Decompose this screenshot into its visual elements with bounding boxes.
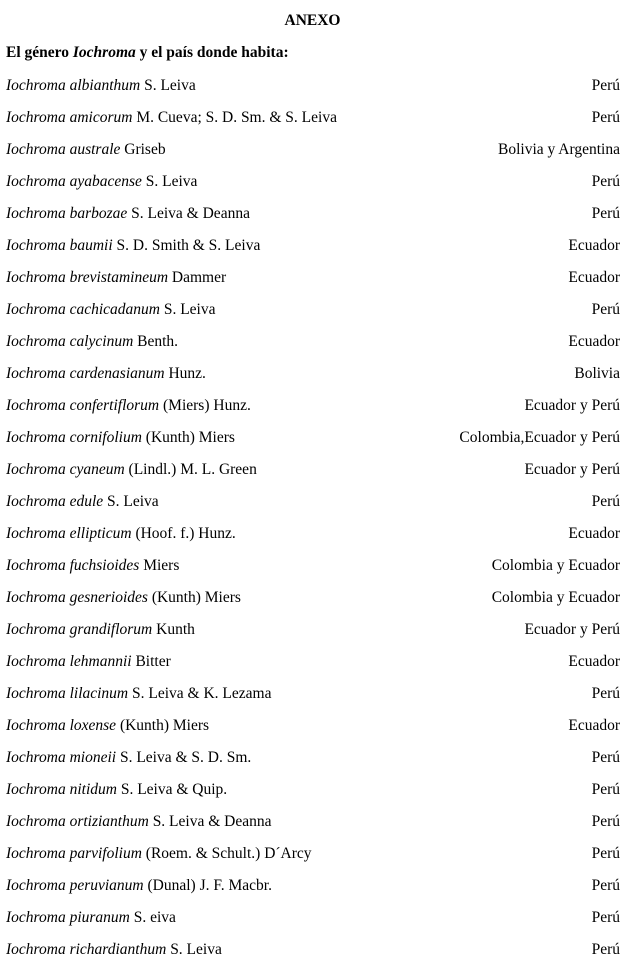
species-country: Colombia,Ecuador y Perú xyxy=(459,429,620,446)
species-genus: Iochroma xyxy=(6,845,66,862)
species-epithet: edule xyxy=(69,493,104,510)
species-author: (Miers) Hunz. xyxy=(163,397,251,414)
species-name xyxy=(6,107,337,129)
species-country: Colombia y Ecuador xyxy=(491,557,620,574)
list-item xyxy=(6,203,620,235)
species-epithet: brevistamineum xyxy=(69,269,169,286)
species-author: (Hoof. f.) Hunz. xyxy=(135,525,236,542)
list-item xyxy=(6,875,620,907)
species-author: S. D. Smith & S. Leiva xyxy=(116,237,261,254)
list-item xyxy=(6,331,620,363)
species-epithet: albianthum xyxy=(69,77,141,94)
list-item xyxy=(6,267,620,299)
species-country: Perú xyxy=(591,205,620,222)
species-genus: Iochroma xyxy=(6,333,66,350)
species-name xyxy=(6,747,251,769)
species-name xyxy=(6,875,272,897)
species-name xyxy=(6,651,171,673)
list-item xyxy=(6,523,620,555)
species-country: Ecuador xyxy=(568,333,620,350)
species-name xyxy=(6,171,197,193)
species-name xyxy=(6,363,206,385)
subtitle-genus: Iochroma xyxy=(72,44,136,61)
species-genus: Iochroma xyxy=(6,781,66,798)
species-epithet: grandiflorum xyxy=(69,621,153,638)
species-country: Ecuador xyxy=(568,653,620,670)
species-author: (Kunth) Miers xyxy=(151,589,241,606)
species-author: S. Leiva xyxy=(145,173,198,190)
species-genus: Iochroma xyxy=(6,749,66,766)
species-epithet: australe xyxy=(69,141,121,158)
list-item xyxy=(6,651,620,683)
species-author: Benth. xyxy=(137,333,179,350)
species-genus: Iochroma xyxy=(6,813,66,830)
list-item xyxy=(6,363,620,395)
species-author: Bitter xyxy=(135,653,171,670)
species-epithet: cornifolium xyxy=(69,429,142,446)
species-genus: Iochroma xyxy=(6,621,66,638)
species-name xyxy=(6,235,260,257)
species-genus: Iochroma xyxy=(6,589,66,606)
species-genus: Iochroma xyxy=(6,493,66,510)
species-epithet: fuchsioides xyxy=(69,557,140,574)
species-name xyxy=(6,491,159,513)
section-subtitle xyxy=(6,44,289,62)
species-genus: Iochroma xyxy=(6,77,66,94)
list-item xyxy=(6,587,620,619)
species-name xyxy=(6,811,271,833)
species-genus: Iochroma xyxy=(6,941,66,958)
list-item xyxy=(6,395,620,427)
list-item xyxy=(6,299,620,331)
species-genus: Iochroma xyxy=(6,525,66,542)
species-epithet: baumii xyxy=(69,237,113,254)
species-country: Ecuador y Perú xyxy=(524,621,620,638)
list-item xyxy=(6,619,620,651)
species-country: Ecuador xyxy=(568,237,620,254)
list-item xyxy=(6,715,620,747)
species-genus: Iochroma xyxy=(6,173,66,190)
species-country: Perú xyxy=(591,941,620,958)
species-country: Ecuador xyxy=(568,525,620,542)
species-epithet: ellipticum xyxy=(69,525,132,542)
species-author: S. Leiva & K. Lezama xyxy=(132,685,272,702)
species-genus: Iochroma xyxy=(6,877,66,894)
species-author: (Roem. & Schult.) D´Arcy xyxy=(145,845,312,862)
species-country: Colombia y Ecuador xyxy=(491,589,620,606)
species-author: S. Leiva xyxy=(163,301,216,318)
species-epithet: cyaneum xyxy=(69,461,125,478)
list-item xyxy=(6,139,620,171)
species-country: Perú xyxy=(591,749,620,766)
species-name xyxy=(6,203,250,225)
species-country: Ecuador xyxy=(568,717,620,734)
species-epithet: cachicadanum xyxy=(69,301,160,318)
species-epithet: lilacinum xyxy=(69,685,129,702)
list-item xyxy=(6,907,620,939)
species-author: Dammer xyxy=(171,269,227,286)
species-genus: Iochroma xyxy=(6,685,66,702)
species-author: S. Leiva & Quip. xyxy=(120,781,228,798)
species-name xyxy=(6,459,257,481)
species-name xyxy=(6,715,209,737)
species-genus: Iochroma xyxy=(6,717,66,734)
species-name xyxy=(6,907,176,929)
species-genus: Iochroma xyxy=(6,397,66,414)
species-name xyxy=(6,619,195,641)
species-name xyxy=(6,427,235,449)
species-name xyxy=(6,587,241,609)
species-genus: Iochroma xyxy=(6,301,66,318)
species-epithet: lehmannii xyxy=(69,653,132,670)
list-item xyxy=(6,779,620,811)
species-epithet: loxense xyxy=(69,717,117,734)
species-author: (Dunal) J. F. Macbr. xyxy=(147,877,272,894)
species-name xyxy=(6,299,216,321)
species-epithet: calycinum xyxy=(69,333,134,350)
species-country: Perú xyxy=(591,109,620,126)
species-name xyxy=(6,139,166,161)
species-name xyxy=(6,75,196,97)
subtitle-text-end: y el país donde habita: xyxy=(135,44,289,61)
species-name xyxy=(6,267,226,289)
species-country: Perú xyxy=(591,685,620,702)
species-epithet: peruvianum xyxy=(69,877,144,894)
species-author: S. Leiva xyxy=(170,941,222,958)
species-country: Perú xyxy=(591,877,620,894)
list-item xyxy=(6,427,620,459)
species-country: Ecuador y Perú xyxy=(524,461,620,478)
list-item xyxy=(6,555,620,587)
species-country: Perú xyxy=(591,301,620,318)
species-genus: Iochroma xyxy=(6,141,66,158)
species-author: Miers xyxy=(143,557,180,574)
species-name xyxy=(6,523,236,545)
species-author: S. Leiva & Deanna xyxy=(131,205,250,222)
species-country: Perú xyxy=(591,845,620,862)
species-name xyxy=(6,395,251,417)
species-author: Hunz. xyxy=(168,365,206,382)
subtitle-text-start: El género xyxy=(6,44,73,61)
species-country: Perú xyxy=(591,813,620,830)
species-author: S. Leiva & Deanna xyxy=(152,813,272,830)
list-item xyxy=(6,75,620,107)
species-epithet: nitidum xyxy=(69,781,117,798)
species-name xyxy=(6,683,271,705)
page-title: ANEXO xyxy=(284,12,341,29)
list-item xyxy=(6,491,620,523)
species-country: Perú xyxy=(591,781,620,798)
species-epithet: amicorum xyxy=(69,109,133,126)
species-author: (Kunth) Miers xyxy=(145,429,235,446)
species-author: S. eiva xyxy=(133,909,176,926)
species-genus: Iochroma xyxy=(6,205,66,222)
species-epithet: cardenasianum xyxy=(69,365,165,382)
species-epithet: richardianthum xyxy=(69,941,167,958)
species-author: (Lindl.) M. L. Green xyxy=(128,461,257,478)
species-author: S. Leiva xyxy=(144,77,196,94)
species-epithet: mioneii xyxy=(69,749,117,766)
species-list xyxy=(6,75,620,971)
list-item xyxy=(6,683,620,715)
list-item xyxy=(6,843,620,875)
list-item xyxy=(6,459,620,491)
species-country: Ecuador y Perú xyxy=(524,397,620,414)
species-epithet: ortizianthum xyxy=(69,813,149,830)
list-item xyxy=(6,811,620,843)
species-genus: Iochroma xyxy=(6,109,66,126)
species-country: Perú xyxy=(591,909,620,926)
list-item xyxy=(6,171,620,203)
list-item xyxy=(6,235,620,267)
species-author: Griseb xyxy=(124,141,166,158)
species-genus: Iochroma xyxy=(6,237,66,254)
list-item xyxy=(6,747,620,779)
list-item xyxy=(6,107,620,139)
species-epithet: barbozae xyxy=(69,205,128,222)
species-epithet: ayabacense xyxy=(69,173,142,190)
species-genus: Iochroma xyxy=(6,909,66,926)
species-epithet: confertiflorum xyxy=(69,397,160,414)
species-epithet: parvifolium xyxy=(69,845,142,862)
species-name xyxy=(6,939,222,961)
species-genus: Iochroma xyxy=(6,557,66,574)
species-name xyxy=(6,779,227,801)
species-genus: Iochroma xyxy=(6,653,66,670)
species-author: M. Cueva; S. D. Sm. & S. Leiva xyxy=(136,109,337,126)
species-genus: Iochroma xyxy=(6,429,66,446)
species-country: Perú xyxy=(591,77,620,94)
species-genus: Iochroma xyxy=(6,269,66,286)
species-epithet: gesnerioides xyxy=(69,589,148,606)
species-name xyxy=(6,331,178,353)
species-country: Perú xyxy=(591,173,620,190)
species-name xyxy=(6,555,179,577)
species-name xyxy=(6,843,312,865)
list-item xyxy=(6,939,620,971)
species-author: Kunth xyxy=(156,621,195,638)
species-author: S. Leiva & S. D. Sm. xyxy=(119,749,252,766)
species-epithet: piuranum xyxy=(69,909,130,926)
species-genus: Iochroma xyxy=(6,365,66,382)
species-author: (Kunth) Miers xyxy=(119,717,210,734)
species-genus: Iochroma xyxy=(6,461,66,478)
species-author: S. Leiva xyxy=(107,493,159,510)
species-country: Bolivia y Argentina xyxy=(498,141,620,158)
species-country: Ecuador xyxy=(568,269,620,286)
species-country: Bolivia xyxy=(574,365,620,382)
species-country: Perú xyxy=(591,493,620,510)
